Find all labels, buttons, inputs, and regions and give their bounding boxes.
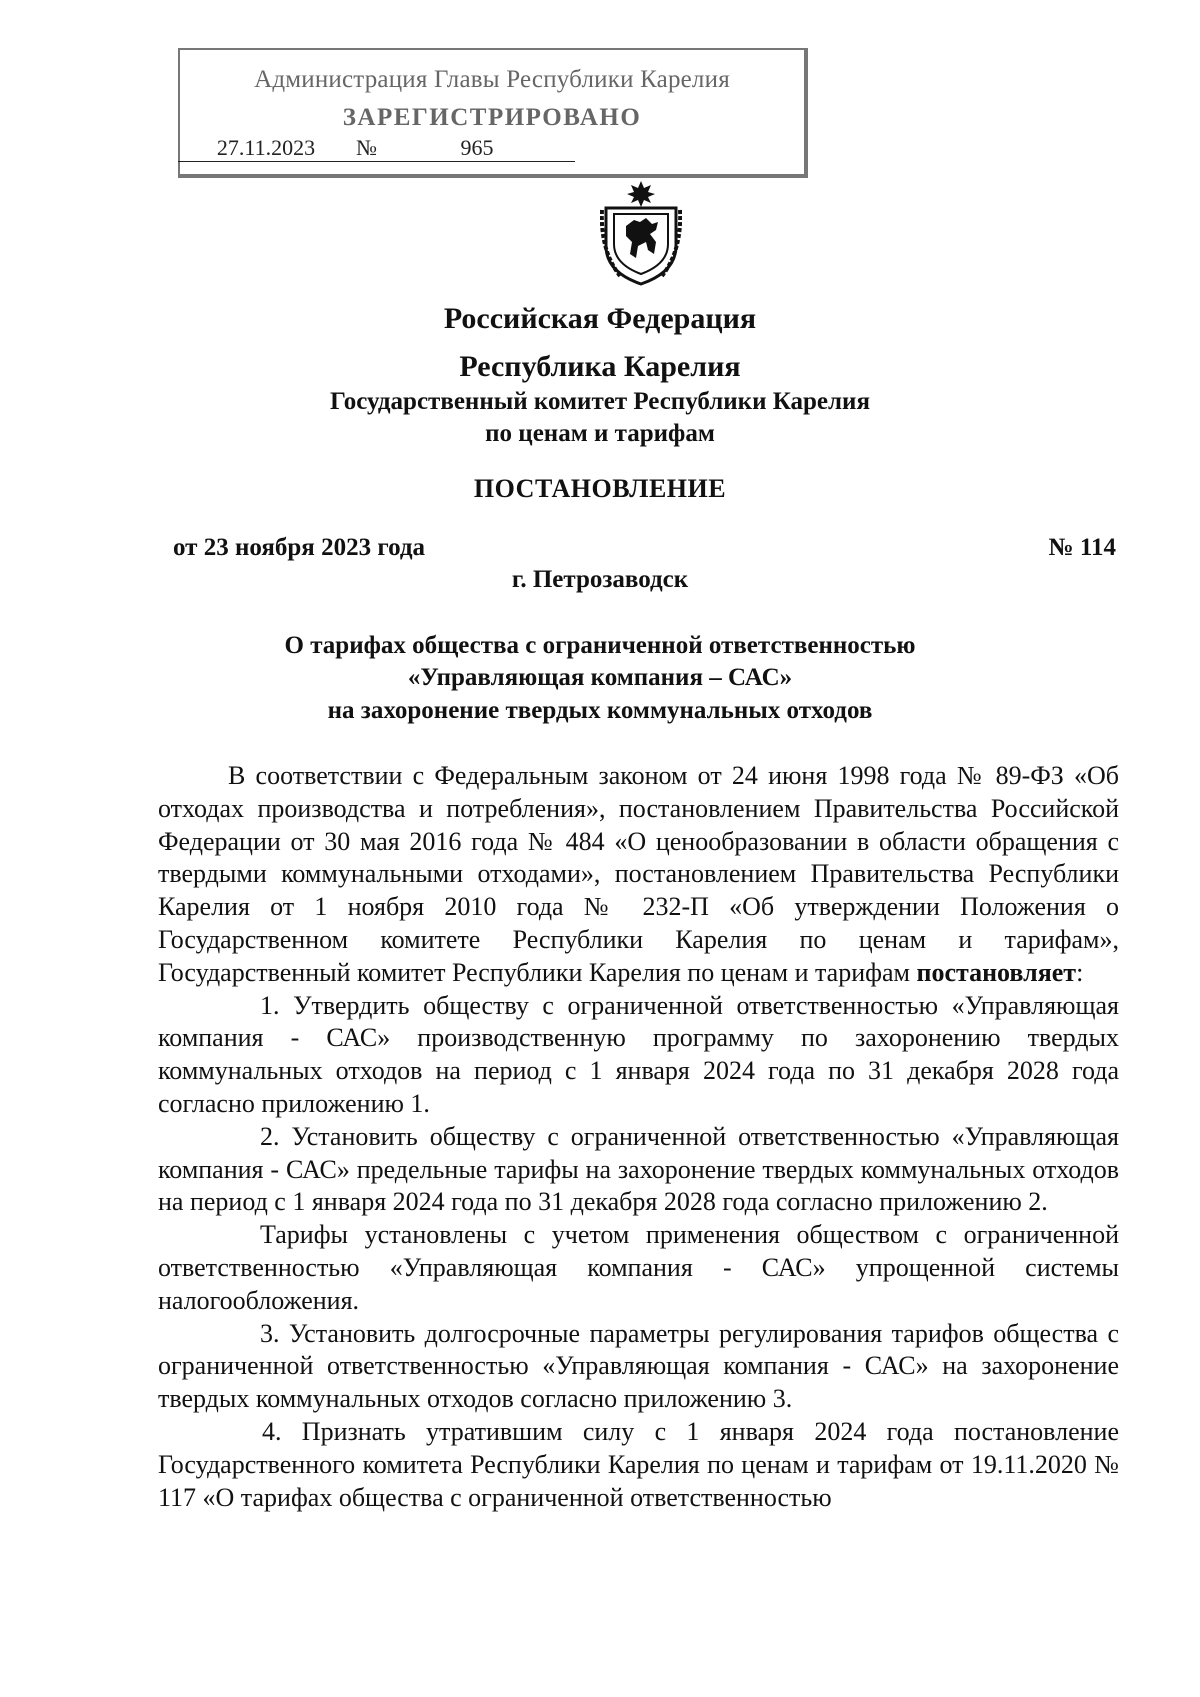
item-2-note-paragraph: Тарифы установлены с учетом применения обществом с ограниченной ответственностью «Управляющая компания - САС» упрощенной системы налогообложения. (158, 1220, 1119, 1315)
item-4-paragraph: 4. Признать утратившим силу с 1 января 2024 года постановление Государственного комитета Республики Карелия по ценам и тарифам от 19.11.2020 № 117 «О тарифах общества с ограниченной ответственностью (158, 1416, 1119, 1512)
document-body (158, 760, 1119, 1514)
document-title-line1: О тарифах общества с ограниченной ответственностью (284, 632, 916, 659)
document-type: ПОСТАНОВЛЕНИЕ (473, 474, 727, 503)
document-title-line2: «Управляющая компания – САС» (407, 664, 793, 691)
stamp-date: 27.11.2023 (178, 135, 354, 162)
stamp-registered: ЗАРЕГИСТРИРОВАНО (342, 104, 642, 131)
document-number: № 114 (1048, 534, 1116, 561)
document-date: от 23 ноября 2023 года (173, 534, 425, 561)
item-2-paragraph: 2. Установить обществу с ограниченной ответственностью «Управляющая компания - САС» предельные тарифы на захоронение твердых коммунальных отходов на период с 1 января 2024 года по 31 декабря 2028 года согласно приложению 2. (158, 1121, 1119, 1217)
stamp-authority: Администрация Главы Республики Карелия (254, 66, 730, 93)
stamp-number-sign: № (356, 135, 377, 160)
stamp-number: 965 (379, 135, 575, 162)
preamble-colon: : (1076, 957, 1084, 987)
preamble-text: В соответствии с Федеральным законом от 24 июня 1998 года № 89-ФЗ «Об отходах производства и потребления», постановлением Правительства Российской Федерации от 30 мая 2016 года № 484 «О ценообразовании в области обращения с твердыми коммунальными отходами», постановлением Правительства Республики Карелия от 1 ноября 2010 года № 232-П «Об утверждении Положения о Государственном комитете Республики Карелия по ценам и тарифам», Государственный комитет Республики Карелия по ценам и тарифам (158, 761, 1119, 987)
preamble-paragraph (158, 760, 1119, 990)
header-republic: Республика Карелия (459, 350, 741, 383)
item-3-paragraph: 3. Установить долгосрочные параметры регулирования тарифов общества с ограниченной ответственностью «Управляющая компания - САС» на захоронение твердых коммунальных отходов согласно приложению 3. (158, 1318, 1119, 1414)
document-city: г. Петрозаводск (511, 566, 689, 593)
stamp-registration-line (178, 135, 575, 162)
preamble-decree-word: постановляет (916, 957, 1077, 987)
coat-of-arms-icon (600, 180, 682, 286)
header-committee-line1: Государственный комитет Республики Карелия (330, 388, 870, 415)
header-committee-line2: по ценам и тарифам (485, 420, 715, 447)
document-title-line3: на захоронение твердых коммунальных отходов (327, 697, 873, 724)
header-country: Российская Федерация (443, 302, 757, 335)
item-1-paragraph: 1. Утвердить обществу с ограниченной ответственностью «Управляющая компания - САС» производственную программу по захоронению твердых коммунальных отходов на период с 1 января 2024 года по 31 декабря 2028 года согласно приложению 1. (158, 990, 1119, 1118)
